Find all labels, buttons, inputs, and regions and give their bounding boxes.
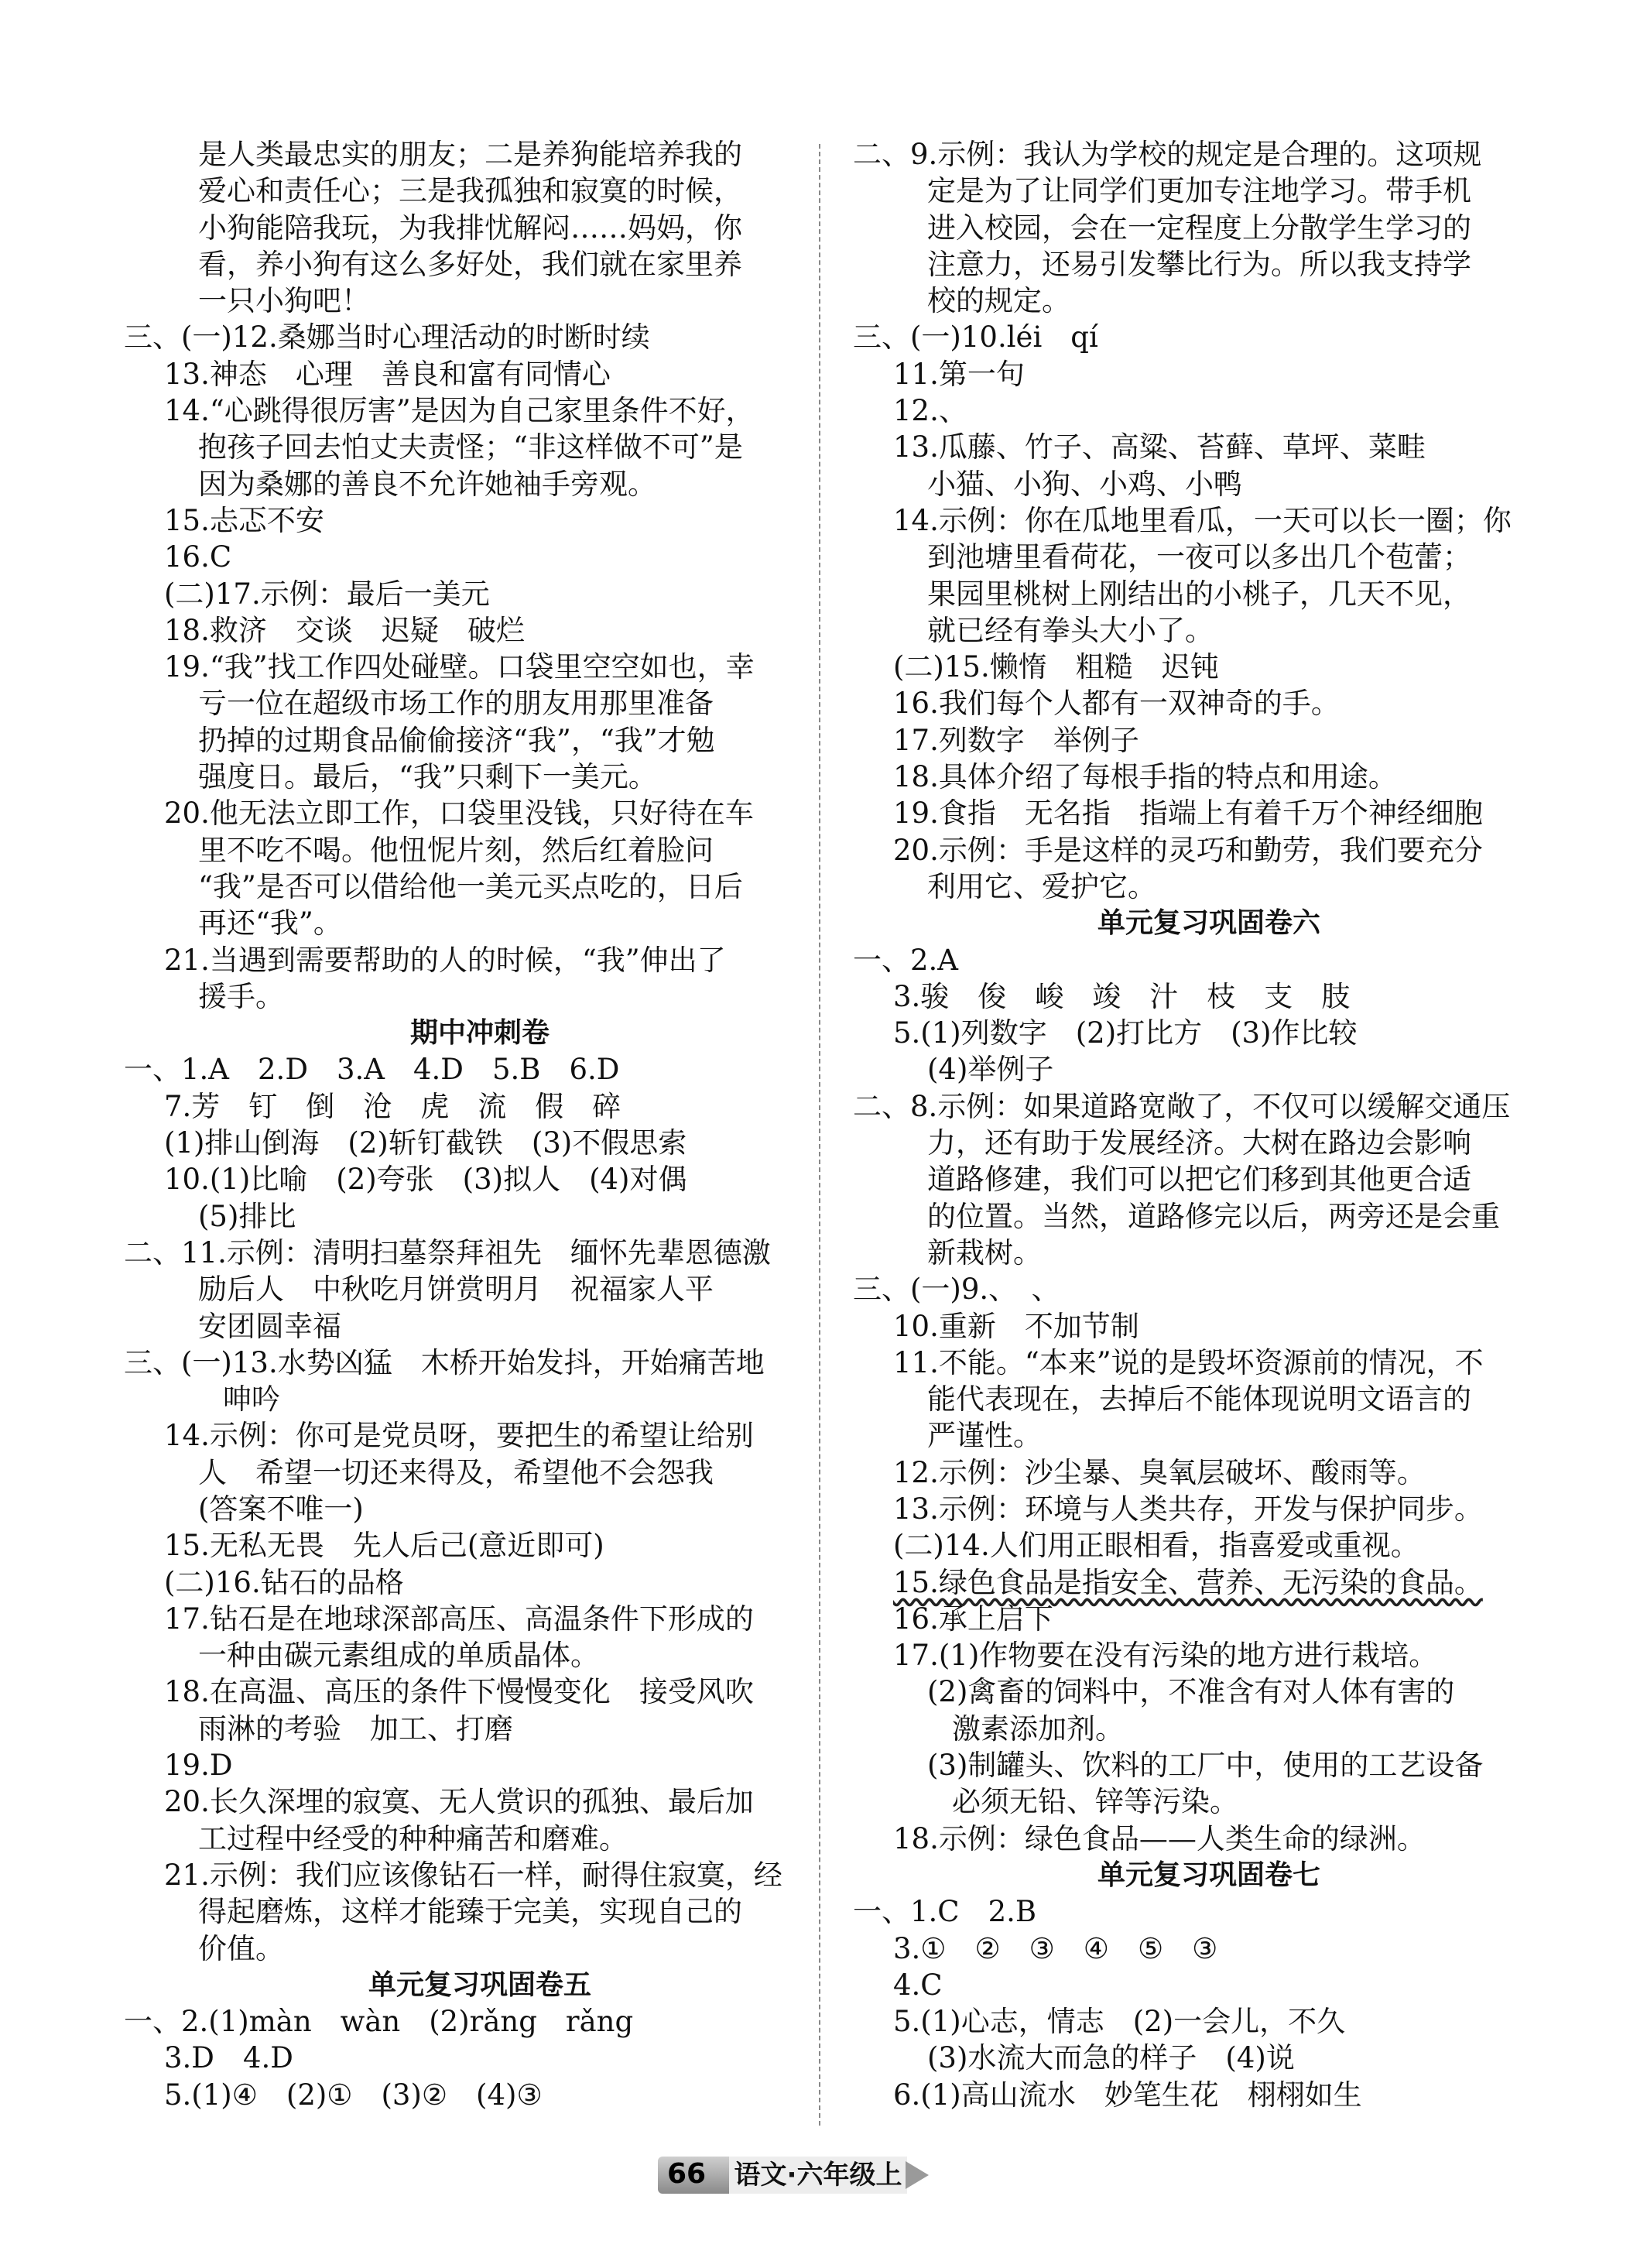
answer-line: 20.他无法立即工作，口袋里没钱，只好待在车 — [164, 797, 754, 831]
answer-line: 道路修建，我们可以把它们移到其他更合适 — [927, 1163, 1471, 1197]
answer-line: (4)举例子 — [927, 1053, 1054, 1087]
answer-line: 3.骏 俊 峻 竣 汁 枝 支 肢 — [893, 979, 1351, 1013]
answer-line: 19.D — [164, 1749, 233, 1783]
answer-line: 20.长久深埋的寂寞、无人赏识的孤独、最后加 — [164, 1785, 754, 1819]
answer-line: 16.承上启下 — [893, 1602, 1053, 1636]
answer-line: 19.“我”找工作四处碰壁。口袋里空空如也，幸 — [164, 650, 755, 684]
underlined-answer: 15.绿色食品是指安全、营养、无污染的食品。 — [893, 1565, 1483, 1599]
answer-line: 校的规定。 — [927, 284, 1070, 318]
answer-line: 10.重新 不加节制 — [893, 1309, 1139, 1343]
answer-line: 13.神态 心理 善良和富有同情心 — [164, 357, 611, 391]
answer-line: 呻吟 — [223, 1382, 280, 1417]
answer-line: 11.第一句 — [893, 357, 1025, 391]
answer-line: 二、8.示例：如果道路宽敞了，不仅可以缓解交通压 — [853, 1089, 1511, 1123]
answer-line: 爱心和责任心；三是我孤独和寂寞的时候， — [198, 174, 742, 208]
answer-line: 定是为了让同学们更加专注地学习。带手机 — [927, 174, 1471, 208]
answer-line: (3)水流大而急的样子 (4)说 — [927, 2041, 1295, 2075]
answer-line: 新栽树。 — [927, 1235, 1042, 1269]
answer-line: 二、9.示例：我认为学校的规定是合理的。这项规 — [853, 138, 1482, 171]
answer-line: 能代表现在，去掉后不能体现说明文语言的 — [927, 1382, 1471, 1417]
answer-line: 20.示例：手是这样的灵巧和勤劳，我们要充分 — [893, 833, 1483, 867]
answer-line: 21.当遇到需要帮助的人的时候，“我”伸出了 — [164, 943, 726, 977]
section-heading: 单元复习巩固卷五 — [368, 1968, 591, 2001]
answer-line: (5)排比 — [198, 1199, 296, 1233]
answer-line: 三、(一)13.水势凶猛 木桥开始发抖，开始痛苦地 — [124, 1345, 765, 1379]
answer-line: 励后人 中秋吃月饼赏明月 祝福家人平 — [198, 1273, 714, 1307]
answer-line: 里不吃不喝。他忸怩片刻，然后红着脸问 — [198, 833, 714, 867]
answer-line: 到池塘里看荷花，一夜可以多出几个苞蕾； — [927, 540, 1471, 574]
answer-line: 强度日。最后，“我”只剩下一美元。 — [198, 760, 657, 794]
answer-line: 13.瓜藤、竹子、高粱、苔藓、草坪、菜畦 — [893, 430, 1426, 464]
answer-line: (答案不唯一) — [198, 1492, 364, 1526]
answer-line: 价值。 — [198, 1931, 284, 1965]
section-heading: 期中冲刺卷 — [409, 1017, 550, 1050]
answer-line: 18.在高温、高压的条件下慢慢变化 接受风吹 — [164, 1675, 754, 1709]
answer-line: 得起磨炼，这样才能臻于完美，实现自己的 — [198, 1895, 742, 1929]
answer-line: 14.“心跳得很厉害”是因为自己家里条件不好， — [164, 394, 755, 428]
answer-line: 援手。 — [198, 979, 284, 1013]
answer-line: 人 希望一切还来得及，希望他不会怨我 — [198, 1455, 714, 1489]
answer-line: 再还“我”。 — [198, 906, 342, 940]
column-divider — [819, 144, 820, 2126]
answer-line: 3.① ② ③ ④ ⑤ ③ — [893, 1931, 1218, 1965]
answer-line: 5.(1)④ (2)① (3)② (4)③ — [164, 2078, 543, 2112]
answer-line: 是人类最忠实的朋友；二是养狗能培养我的 — [198, 138, 742, 171]
answer-line: 利用它、爱护它。 — [927, 869, 1156, 903]
left-column — [124, 136, 805, 2113]
answer-line: 必须无铅、锌等污染。 — [952, 1785, 1238, 1819]
answer-line: 11.不能。“本来”说的是毁坏资源前的情况，不 — [893, 1345, 1484, 1379]
answer-line: 一、2.A — [853, 943, 959, 977]
subject-grade-label: 语文·六年级上 — [729, 2157, 907, 2194]
answer-line: 的位置。当然，道路修完以后，两旁还是会重 — [927, 1199, 1500, 1233]
answer-line: 12.、 — [893, 394, 967, 428]
page-number: 66 — [667, 2158, 707, 2190]
answer-line: 力，还有助于发展经济。大树在路边会影响 — [927, 1126, 1471, 1160]
answer-line: 一、1.A 2.D 3.A 4.D 5.B 6.D — [124, 1053, 620, 1087]
answer-line: 雨淋的考验 加工、打磨 — [198, 1711, 513, 1746]
answer-line: (二)15.懒惰 粗糙 迟钝 — [893, 650, 1219, 684]
answer-line: 16.C — [164, 540, 232, 574]
answer-line: 进入校园，会在一定程度上分散学生学习的 — [927, 211, 1471, 245]
answer-line: (二)16.钻石的品格 — [164, 1565, 404, 1599]
answer-line: 19.食指 无名指 指端上有着千万个神经细胞 — [893, 797, 1483, 831]
page-footer — [658, 2150, 991, 2198]
answer-line: 14.示例：你在瓜地里看瓜，一天可以长一圈；你 — [893, 503, 1512, 537]
answer-line: 18.具体介绍了每根手指的特点和用途。 — [893, 760, 1397, 794]
answer-line: 一、2.(1)màn wàn (2)rǎng rǎng — [124, 2005, 634, 2039]
answer-line: 5.(1)心志，情志 (2)一会儿，不久 — [893, 2005, 1346, 2039]
answer-line: 6.(1)高山流水 妙笔生花 栩栩如生 — [893, 2078, 1362, 2112]
section-heading: 单元复习巩固卷六 — [1097, 907, 1320, 940]
answer-line: 一种由碳元素组成的单质晶体。 — [198, 1639, 599, 1673]
answer-line: 一只小狗吧！ — [198, 284, 370, 318]
answer-line: (二)17.示例：最后一美元 — [164, 577, 490, 611]
answer-line: 小猫、小狗、小鸡、小鸭 — [927, 467, 1242, 501]
answer-line: 三、(一)12.桑娜当时心理活动的时断时续 — [124, 320, 650, 355]
answer-line: 就已经有拳头大小了。 — [927, 613, 1214, 647]
answer-line: 严谨性。 — [927, 1419, 1042, 1453]
answer-line: 因为桑娜的善良不允许她袖手旁观。 — [198, 467, 656, 501]
answer-line: 三、(一)10.léi qí — [853, 320, 1098, 355]
answer-line: 15.忐忑不安 — [164, 503, 324, 537]
answer-line: 4.C — [893, 1968, 943, 2002]
answer-line: (二)14.人们用正眼相看，指喜爱或重视。 — [893, 1529, 1419, 1563]
arrow-icon — [906, 2161, 929, 2189]
answer-line: 看，养小狗有这么多好处，我们就在家里养 — [198, 247, 742, 281]
answer-line: 抱孩子回去怕丈夫责怪；“非这样做不可”是 — [198, 430, 743, 464]
answer-line: 工过程中经受的种种痛苦和磨难。 — [198, 1821, 628, 1855]
answer-line: 12.示例：沙尘暴、臭氧层破坏、酸雨等。 — [893, 1455, 1426, 1489]
answer-line: 安团圆幸福 — [198, 1309, 341, 1343]
answer-line: (1)排山倒海 (2)斩钉截铁 (3)不假思索 — [164, 1126, 687, 1160]
answer-line: 7.芳 钉 倒 沧 虎 流 假 碎 — [164, 1089, 621, 1123]
answer-line: 17.(1)作物要在没有污染的地方进行栽培。 — [893, 1639, 1438, 1673]
answer-line: “我”是否可以借给他一美元买点吃的，日后 — [198, 869, 743, 903]
answer-line: 5.(1)列数字 (2)打比方 (3)作比较 — [893, 1016, 1358, 1050]
answer-line: 15.无私无畏 先人后己(意近即可) — [164, 1529, 604, 1563]
answer-line: 二、11.示例：清明扫墓祭拜祖先 缅怀先辈恩德激 — [124, 1235, 771, 1269]
section-heading: 单元复习巩固卷七 — [1097, 1859, 1320, 1891]
answer-line: 注意力，还易引发攀比行为。所以我支持学 — [927, 247, 1471, 281]
answer-line: 果园里桃树上刚结出的小桃子，几天不见， — [927, 577, 1471, 611]
answer-line: 一、1.C 2.B — [853, 1895, 1037, 1929]
answer-line: 三、(一)9.、 、 — [853, 1273, 1060, 1307]
answer-line: 10.(1)比喻 (2)夸张 (3)拟人 (4)对偶 — [164, 1163, 687, 1197]
answer-line: 16.我们每个人都有一双神奇的手。 — [893, 687, 1340, 721]
answer-line: 小狗能陪我玩，为我排忧解闷……妈妈，你 — [198, 211, 742, 245]
answer-line: 14.示例：你可是党员呀，要把生的希望让给别 — [164, 1419, 754, 1453]
answer-line: 亏一位在超级市场工作的朋友用那里准备 — [198, 687, 714, 721]
answer-line: 21.示例：我们应该像钻石一样，耐得住寂寞，经 — [164, 1858, 782, 1892]
answer-line: 18.救济 交谈 迟疑 破烂 — [164, 613, 525, 647]
answer-line: 13.示例：环境与人类共存，开发与保护同步。 — [893, 1492, 1483, 1526]
answer-line: 扔掉的过期食品偷偷接济“我”，“我”才勉 — [198, 723, 715, 757]
answer-line: 3.D 4.D — [164, 2041, 293, 2075]
answer-line: (2)禽畜的饲料中，不准含有对人体有害的 — [927, 1675, 1455, 1709]
answer-line: 17.钻石是在地球深部高压、高温条件下形成的 — [164, 1602, 754, 1636]
right-column — [853, 136, 1534, 2113]
answer-line: 18.示例：绿色食品——人类生命的绿洲。 — [893, 1821, 1426, 1855]
answer-line: 17.列数字 举例子 — [893, 723, 1139, 757]
answer-line — [853, 1564, 1534, 1601]
answer-line: (3)制罐头、饮料的工厂中，使用的工艺设备 — [927, 1749, 1484, 1783]
answer-line: 激素添加剂。 — [952, 1711, 1124, 1746]
